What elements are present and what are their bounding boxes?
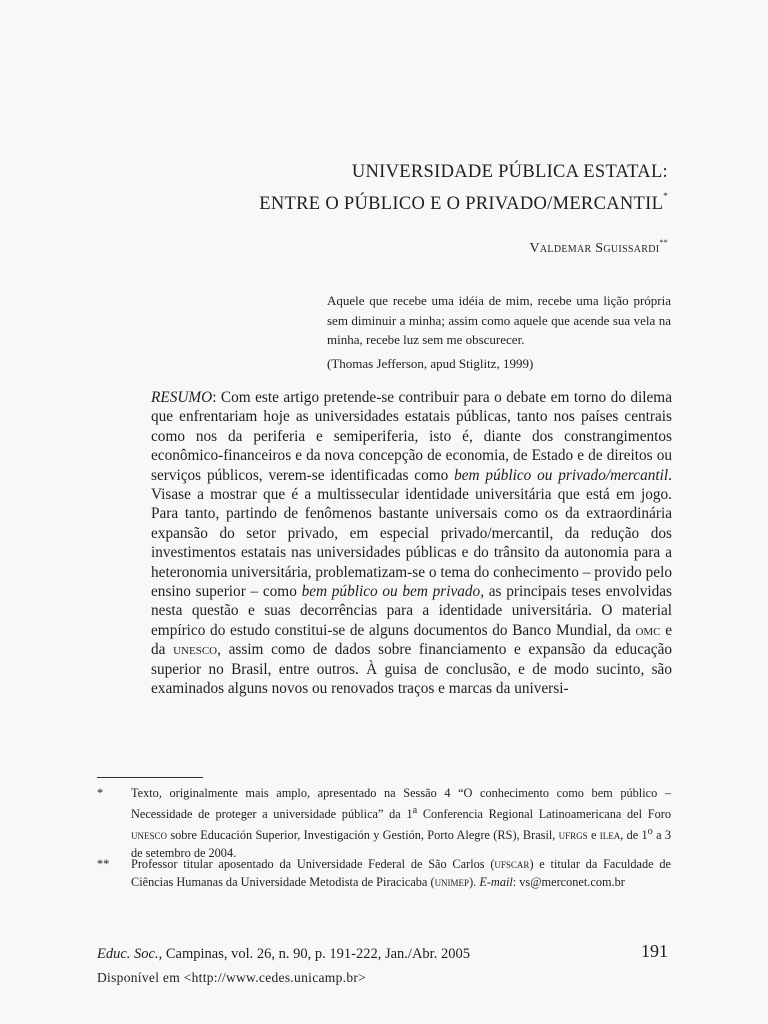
author-name: Valdemar Sguissardi** (529, 238, 668, 256)
title-line-2: ENTRE O PÚBLICO E O PRIVADO/MERCANTIL* (259, 191, 668, 214)
abstract-label: RESUMO (151, 389, 213, 406)
page-number: 191 (641, 941, 668, 961)
epigraph-text: Aquele que recebe uma idéia de mim, recebe uma lição própria sem diminuir a minha; assim como aquele que acende sua vela na minha, recebe luz sem me obscurecer. (327, 293, 671, 347)
abstract-emphasis: bem público ou privado/mercantil (454, 466, 669, 484)
author-email[interactable]: : vs@merconet.com.br (512, 875, 625, 889)
footnote-mark: * (97, 786, 104, 800)
epigraph (327, 291, 671, 373)
acronym: omc (635, 621, 661, 639)
footnote-1 (97, 784, 671, 862)
article-title (259, 160, 668, 216)
abstract: RESUMO: Com este artigo pretende-se contribuir para o debate em torno do dilema que enfrentariam hoje as universidades estatais públicas, tanto nos países centrais como nos da periferia e semiperiferia, isto é, diante dos constrangimentos econômico-financeiros e da nova concepção de economia, de Estado e de direitos ou serviços públicos, verem-se identificadas como bem público ou privado/mercantil. Visase a mostrar que é a multissecular identidade universitária que está em jogo. Para tanto, partindo de fenômenos bastante universais como os da extraordinária expansão do setor privado, em especial privado/mercantil, da redução dos investimentos estatais nas universidades públicas e do trânsito da autonomia para a heteronomia universitária, problematizam-se o tema do conhecimento – provido pelo ensino superior – como bem público ou bem privado, as principais teses envolvidas nesta questão e suas decorrências para a identidade universitária. O material empírico do estudo constitui-se de alguns documentos do Banco Mundial, da omc e da unesco, assim como de dados sobre financiamento e expansão da educação superior no Brasil, entre outros. À guisa de conclusão, e de modo sucinto, são examinados alguns novos ou renovados traços e marcas da universi- (151, 389, 673, 698)
footnote-text: Texto, originalmente mais amplo, apresentado na Sessão 4 “O conhecimento como bem público – Necessidade de proteger a universidade pública” da 1$^a$ Conferencia Regional Latinoamericana del Foro unesco sobre Educación Superior, Investigación y Gestión, Porto Alegre (RS), Brasil, ufrgs e ilea, de 1$^o$ a 3 de setembro de 2004. (131, 786, 671, 861)
footnote-divider (97, 777, 203, 778)
footnote-mark: ** (97, 857, 110, 871)
title-footnote-mark[interactable]: * (663, 191, 668, 201)
availability-link[interactable]: Disponível em <http://www.cedes.unicamp.br> (97, 970, 367, 985)
author-footnote-mark[interactable]: ** (659, 238, 668, 247)
epigraph-citation: (Thomas Jefferson, apud Stiglitz, 1999) (327, 355, 534, 371)
abstract-emphasis: bem público ou bem privado (301, 583, 481, 601)
acronym: unesco (173, 641, 218, 659)
journal-citation: Educ. Soc., Campinas, vol. 26, n. 90, p. 191-222, Jan./Abr. 2005 (97, 946, 470, 962)
footnote-2 (97, 855, 671, 891)
journal-name: Educ. Soc. (97, 946, 159, 962)
footnote-text: Professor titular aposentado da Universidade Federal de São Carlos (ufscar) e titular da Faculdade de Ciências Humanas da Universidade Metodista de Piracicaba (unimep). E-mail: vs@merconet.com.br (131, 857, 671, 889)
title-line-1: UNIVERSIDADE PÚBLICA ESTATAL: (351, 162, 668, 182)
